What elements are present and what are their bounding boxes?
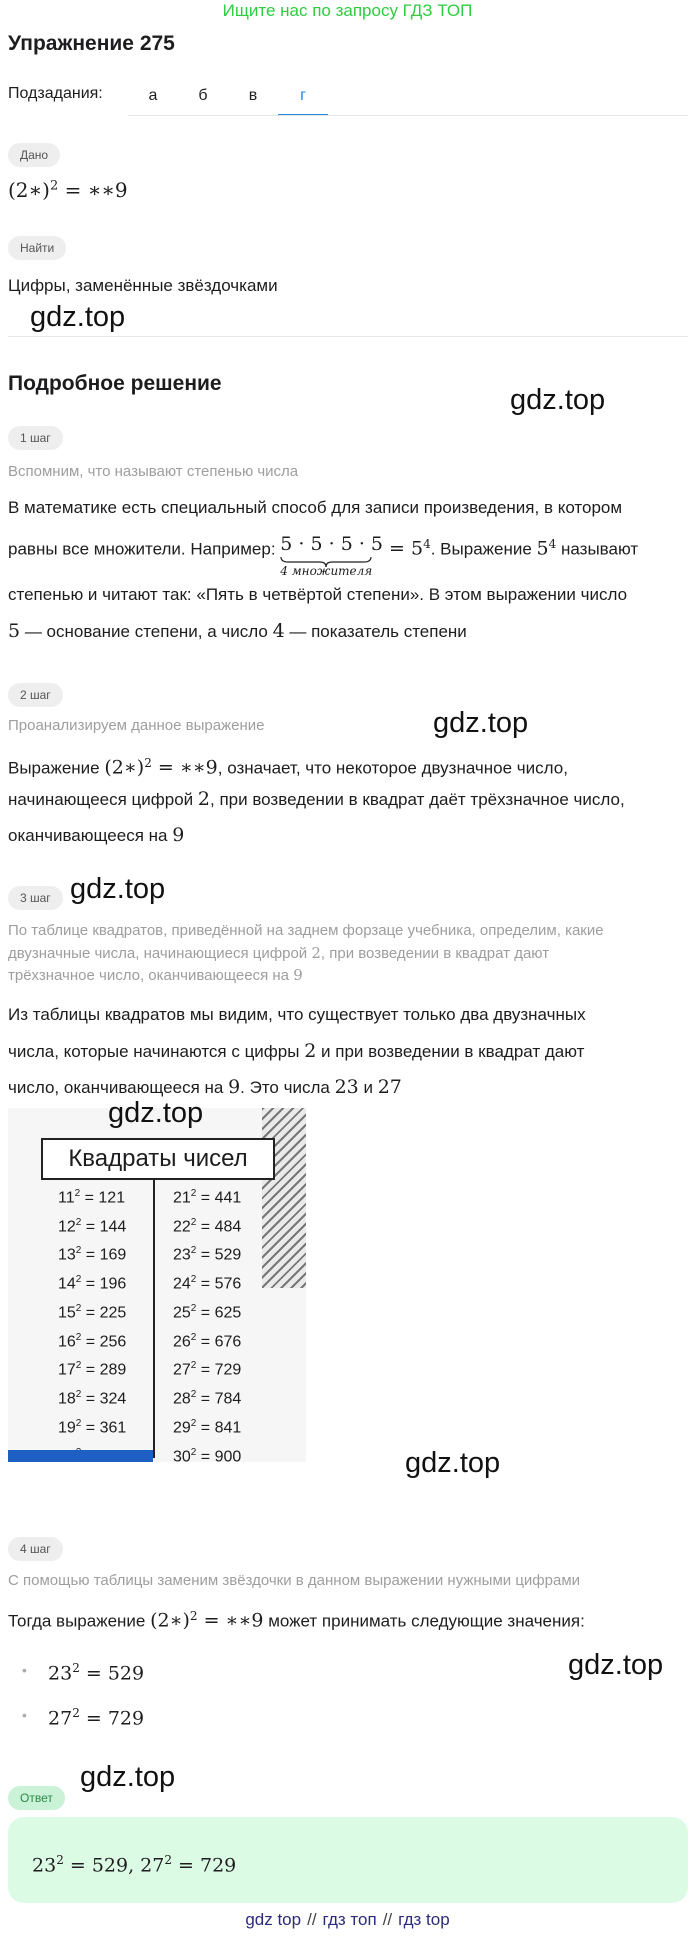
square-exponent: 2 bbox=[75, 1417, 82, 1429]
square-entry bbox=[58, 1268, 126, 1297]
square-value: 676 bbox=[214, 1333, 242, 1350]
square-exponent: 2 bbox=[75, 1216, 82, 1228]
footer-link-1[interactable]: gdz top bbox=[245, 1910, 302, 1929]
square-equals: = bbox=[81, 1361, 100, 1379]
value-2-exponent: 2 bbox=[72, 1706, 80, 1720]
square-entry bbox=[173, 1268, 241, 1297]
step-3-line-1: Из таблицы квадратов мы видим, что существует только два двузначных bbox=[8, 1005, 586, 1024]
square-value: 144 bbox=[99, 1218, 127, 1236]
square-equals: = bbox=[196, 1218, 215, 1236]
tab-b[interactable]: б bbox=[198, 87, 208, 104]
square-base: 24 bbox=[173, 1275, 191, 1293]
step-3-text: число, оканчивающееся на bbox=[8, 1078, 229, 1097]
square-entry bbox=[58, 1297, 126, 1326]
tab-v[interactable]: в bbox=[248, 87, 258, 104]
step-1-pill: 1 шаг bbox=[8, 426, 63, 450]
square-equals: = bbox=[81, 1218, 100, 1236]
step-1-text: — показатель степени bbox=[284, 622, 467, 641]
watermark: gdz.top bbox=[405, 1447, 501, 1479]
step-2-text: начинающееся цифрой bbox=[8, 790, 198, 809]
underbrace-expression: 5 · 5 · 5 · 5 bbox=[280, 533, 383, 555]
step-3-text: и при возведении в квадрат дают bbox=[316, 1042, 585, 1061]
step-4-badge bbox=[8, 1537, 63, 1561]
underbrace-label: 4 множителя bbox=[280, 564, 373, 578]
answer-pill: Ответ bbox=[8, 1786, 65, 1810]
footer-link-2[interactable]: гдз топ bbox=[322, 1910, 377, 1929]
step-4-exponent: 2 bbox=[189, 1609, 198, 1623]
footer-link-3[interactable]: гдз top bbox=[398, 1910, 450, 1929]
step-2-number: 9 bbox=[172, 824, 185, 846]
square-equals: = bbox=[81, 1390, 100, 1408]
value-1 bbox=[48, 1650, 144, 1691]
square-exponent: 2 bbox=[75, 1331, 82, 1343]
square-value: 441 bbox=[214, 1189, 242, 1207]
given-pill: Дано bbox=[8, 143, 60, 167]
tab-a[interactable]: а bbox=[148, 87, 158, 104]
squares-column-divider bbox=[153, 1178, 155, 1458]
step-1-number: 4 bbox=[272, 620, 285, 642]
step-4-text: может принимать следующие значения: bbox=[263, 1611, 585, 1631]
square-equals: = bbox=[196, 1361, 215, 1379]
step-4-pill: 4 шаг bbox=[8, 1537, 63, 1561]
given-base: (2∗) bbox=[8, 178, 50, 202]
square-entry bbox=[173, 1354, 241, 1383]
step-2-exponent: 2 bbox=[144, 756, 152, 770]
step-3-hint-number: 9 bbox=[293, 966, 303, 984]
step-1-line-3: степенью и читают так: «Пять в четвёртой степени». В этом выражении число bbox=[8, 585, 628, 604]
tabs-divider bbox=[128, 115, 688, 116]
watermark: gdz.top bbox=[108, 1097, 204, 1129]
square-base: 28 bbox=[173, 1390, 191, 1408]
square-value: 324 bbox=[99, 1390, 127, 1408]
squares-column-left bbox=[58, 1182, 126, 1462]
given-badge bbox=[8, 143, 60, 167]
square-exponent: 2 bbox=[75, 1274, 82, 1286]
step-2-text: оканчивающееся на bbox=[8, 826, 173, 845]
step-1-power-exponent: 4 bbox=[548, 537, 557, 551]
square-equals: = bbox=[81, 1333, 100, 1350]
square-value: 169 bbox=[99, 1246, 127, 1264]
tab-g[interactable]: г bbox=[278, 78, 328, 116]
solution-title: Подробное решение bbox=[8, 372, 222, 395]
step-3-text: числа, которые начинаются с цифры bbox=[8, 1042, 305, 1061]
given-expression bbox=[8, 178, 128, 202]
square-entry bbox=[58, 1354, 126, 1383]
square-entry bbox=[173, 1182, 241, 1211]
square-base: 16 bbox=[58, 1333, 76, 1350]
square-equals: = bbox=[196, 1304, 215, 1322]
subtasks-tabs bbox=[128, 78, 328, 116]
square-value: 361 bbox=[99, 1419, 127, 1437]
square-entry bbox=[173, 1239, 241, 1268]
squares-column-right bbox=[173, 1182, 241, 1462]
square-value: 900 bbox=[214, 1447, 242, 1462]
bullet-icon: • bbox=[22, 1662, 27, 1678]
step-2-text: , означает, что некоторое двузначное число, bbox=[217, 758, 568, 778]
square-entry bbox=[173, 1326, 241, 1355]
square-exponent: 2 bbox=[190, 1216, 197, 1228]
step-2-text: Выражение bbox=[8, 758, 105, 778]
square-base: 22 bbox=[173, 1218, 191, 1236]
square-exponent: 2 bbox=[190, 1245, 197, 1257]
square-exponent: 2 bbox=[190, 1417, 197, 1429]
decorative-stripes bbox=[262, 1108, 306, 1288]
step-3-number: 2 bbox=[304, 1040, 317, 1062]
square-exponent: 2 bbox=[190, 1274, 197, 1286]
square-entry bbox=[58, 1326, 126, 1355]
step-4-hint: С помощью таблицы заменим звёздочки в данном выражении нужными цифрами bbox=[8, 1572, 581, 1589]
step-1-text: . Выражение bbox=[430, 539, 537, 559]
step-1-text: — основание степени, а число bbox=[20, 622, 273, 641]
step-1-power: 5 bbox=[536, 537, 549, 560]
step-1-text: равны все множители. Например: bbox=[8, 539, 281, 559]
step-3-text: и bbox=[358, 1078, 378, 1097]
square-equals: = bbox=[81, 1304, 100, 1322]
step-2-rest: = ∗∗9 bbox=[151, 756, 218, 779]
watermark: gdz.top bbox=[70, 873, 166, 905]
step-3-hint-3 bbox=[8, 964, 303, 987]
square-base: 13 bbox=[58, 1246, 76, 1264]
answer-b-rest: = 729 bbox=[172, 1854, 237, 1877]
step-1-number: 5 bbox=[8, 620, 21, 642]
square-base: 29 bbox=[173, 1419, 191, 1437]
step-1-text: называют bbox=[556, 539, 639, 559]
square-base: 30 bbox=[173, 1447, 191, 1462]
square-value: 576 bbox=[214, 1275, 242, 1293]
step-3-hint-number: 2 bbox=[311, 944, 321, 962]
value-1-rest: = 529 bbox=[79, 1662, 145, 1685]
square-entry bbox=[173, 1211, 241, 1240]
step-2-line-2 bbox=[8, 781, 625, 818]
step-3-pill: 3 шаг bbox=[8, 886, 63, 910]
square-base: 25 bbox=[173, 1304, 191, 1322]
watermark: gdz.top bbox=[568, 1649, 664, 1681]
square-value: 529 bbox=[214, 1246, 242, 1264]
step-3-badge bbox=[8, 886, 63, 910]
subtasks-label: Подзадания: bbox=[8, 85, 103, 102]
step-1-line-4 bbox=[8, 613, 467, 650]
square-exponent: 2 bbox=[74, 1188, 81, 1199]
square-exponent: 2 bbox=[75, 1245, 82, 1257]
square-base: 21 bbox=[173, 1189, 191, 1207]
square-exponent: 2 bbox=[75, 1389, 82, 1401]
square-exponent: 2 bbox=[75, 1360, 82, 1372]
step-2-line-3 bbox=[8, 817, 184, 854]
square-entry bbox=[173, 1412, 241, 1441]
page-title: Упражнение 275 bbox=[8, 32, 175, 55]
square-base: 17 bbox=[58, 1361, 76, 1379]
top-banner[interactable]: Ищите нас по запросу ГДЗ ТОП bbox=[222, 1, 473, 20]
square-exponent: 2 bbox=[190, 1331, 197, 1343]
square-equals: = bbox=[81, 1419, 100, 1437]
step-3-line-2 bbox=[8, 1033, 584, 1070]
value-2 bbox=[48, 1695, 144, 1736]
step-3-hint-1: По таблице квадратов, приведённой на заднем форзаце учебника, определим, какие bbox=[8, 922, 604, 939]
step-2-pill: 2 шаг bbox=[8, 683, 63, 707]
step-4-line-1 bbox=[8, 1598, 585, 1640]
step-1-badge bbox=[8, 426, 63, 450]
square-entry bbox=[58, 1211, 126, 1240]
value-2-rest: = 729 bbox=[79, 1707, 145, 1730]
step-2-text: , при возведении в квадрат даёт трёхзначное число, bbox=[210, 790, 625, 809]
square-entry bbox=[58, 1412, 126, 1441]
square-equals: = bbox=[196, 1447, 215, 1462]
square-base: 27 bbox=[173, 1361, 191, 1379]
square-equals: = bbox=[196, 1275, 215, 1293]
step-3-line-3 bbox=[8, 1069, 402, 1106]
square-equals: = bbox=[196, 1189, 215, 1207]
step-3-number: 27 bbox=[377, 1076, 402, 1098]
value-1-base: 23 bbox=[48, 1662, 73, 1685]
answer-a-rest: = 529, bbox=[63, 1854, 141, 1877]
squares-table-title: Квадраты чисел bbox=[41, 1138, 275, 1180]
square-value: 784 bbox=[214, 1390, 242, 1408]
step-4-text: Тогда выражение bbox=[8, 1611, 151, 1631]
given-exponent: 2 bbox=[49, 178, 59, 194]
footer-separator: // bbox=[307, 1910, 317, 1929]
answer-b-exponent: 2 bbox=[164, 1853, 172, 1867]
square-value: 484 bbox=[214, 1218, 242, 1236]
value-1-exponent: 2 bbox=[72, 1661, 80, 1675]
square-base: 11 bbox=[58, 1189, 75, 1207]
square-value: 729 bbox=[214, 1361, 242, 1379]
step-3-hint-text: двузначные числа, начинающиеся цифрой bbox=[8, 945, 312, 962]
square-value: 841 bbox=[214, 1419, 242, 1437]
square-exponent: 2 bbox=[190, 1188, 197, 1199]
step-4-rest: = ∗∗9 bbox=[197, 1609, 264, 1632]
square-exponent: 2 bbox=[190, 1360, 197, 1372]
bullet-icon: • bbox=[22, 1707, 27, 1723]
square-equals: = bbox=[196, 1390, 215, 1408]
step-2-base: (2∗) bbox=[104, 756, 145, 779]
step-3-text: . Это числа bbox=[240, 1078, 335, 1097]
step-3-hint-text: , при возведении в квадрат дают bbox=[320, 945, 550, 962]
square-base: 26 bbox=[173, 1333, 191, 1350]
step-2-badge bbox=[8, 683, 63, 707]
square-value: 121 bbox=[98, 1189, 126, 1207]
watermark: gdz.top bbox=[510, 384, 606, 416]
find-text: Цифры, заменённые звёздочками bbox=[8, 276, 278, 295]
step-3-hint-text: трёхзначное число, оканчивающееся на bbox=[8, 967, 294, 984]
find-pill: Найти bbox=[8, 236, 66, 260]
square-equals: = bbox=[81, 1275, 100, 1293]
answer-box bbox=[8, 1817, 688, 1903]
footer-separator: // bbox=[382, 1910, 393, 1929]
square-base: 12 bbox=[58, 1218, 76, 1236]
square-entry bbox=[58, 1239, 126, 1268]
square-base: 18 bbox=[58, 1390, 76, 1408]
step-2-hint: Проанализируем данное выражение bbox=[8, 717, 265, 734]
watermark: gdz.top bbox=[30, 301, 126, 333]
square-value: 625 bbox=[214, 1304, 242, 1322]
value-2-base: 27 bbox=[48, 1707, 73, 1730]
answer-badge bbox=[8, 1786, 65, 1810]
square-entry bbox=[173, 1383, 241, 1412]
step-3-number: 9 bbox=[228, 1076, 241, 1098]
step-4-base: (2∗) bbox=[150, 1609, 190, 1632]
find-badge bbox=[8, 236, 66, 260]
step-1-hint: Вспомним, что называют степенью числа bbox=[8, 463, 299, 480]
square-equals: = bbox=[81, 1246, 100, 1264]
answer-expression bbox=[32, 1842, 236, 1883]
square-entry bbox=[58, 1182, 126, 1211]
square-exponent: 2 bbox=[190, 1389, 197, 1401]
square-entry bbox=[173, 1297, 241, 1326]
square-equals: = bbox=[80, 1189, 99, 1207]
square-equals: = bbox=[196, 1246, 215, 1264]
square-exponent: 2 bbox=[75, 1302, 82, 1314]
square-base: 23 bbox=[173, 1246, 191, 1264]
watermark: gdz.top bbox=[80, 1761, 176, 1793]
square-exponent: 2 bbox=[190, 1446, 197, 1458]
square-equals: = bbox=[196, 1419, 215, 1437]
square-value: 289 bbox=[99, 1361, 127, 1379]
square-base: 19 bbox=[58, 1419, 76, 1437]
section-divider bbox=[8, 336, 688, 337]
answer-a-base: 23 bbox=[32, 1854, 57, 1877]
square-entry bbox=[58, 1383, 126, 1412]
square-equals: = bbox=[196, 1333, 215, 1350]
square-value: 225 bbox=[99, 1304, 127, 1322]
square-exponent: 2 bbox=[190, 1302, 197, 1314]
step-1-result-exponent: 4 bbox=[423, 537, 431, 551]
step-1-line-2 bbox=[8, 526, 639, 578]
answer-b-base: 27 bbox=[140, 1854, 165, 1877]
square-value: 196 bbox=[99, 1275, 127, 1293]
step-2-number: 2 bbox=[197, 788, 210, 810]
square-base: 15 bbox=[58, 1304, 76, 1322]
step-3-number: 23 bbox=[334, 1076, 359, 1098]
answer-a-exponent: 2 bbox=[56, 1853, 64, 1867]
step-1-line-1: В математике есть специальный способ для записи произведения, в котором bbox=[8, 498, 623, 517]
square-base: 14 bbox=[58, 1275, 76, 1293]
decorative-bar bbox=[8, 1450, 153, 1462]
squares-table-image bbox=[8, 1108, 306, 1462]
step-3-hint-2 bbox=[8, 942, 549, 965]
underbrace-group bbox=[280, 526, 383, 578]
given-rest: = ∗∗9 bbox=[58, 178, 128, 202]
square-entry bbox=[173, 1441, 241, 1462]
step-1-result: = 5 bbox=[383, 537, 424, 560]
footer-links bbox=[0, 1910, 695, 1930]
square-value: 256 bbox=[99, 1333, 127, 1350]
watermark: gdz.top bbox=[433, 707, 529, 739]
